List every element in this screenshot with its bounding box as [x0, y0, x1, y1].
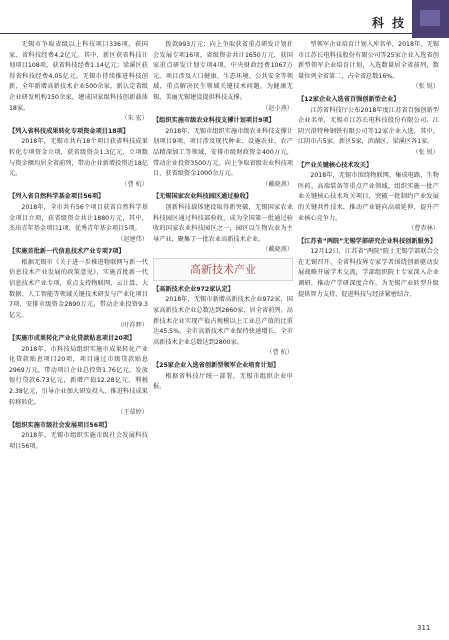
paragraph: 2018年，无锡市组织实施市级社会发展科技项目56项。 — [9, 432, 148, 450]
source-credit: （曹 杭） — [266, 349, 293, 357]
article-heading: 【实施市成果转化产业化贷款贴息项目20项】 — [9, 335, 136, 343]
paragraph: 2018年，无锡市围绕物联网、集成电路、生物医药、高端装备等重点产业领域，组织实施一批产业关键核心技术攻关项目，突破一批制约产业发展的关键共性技术，推动产业链向高端延伸，提升产业核心竞争力。 — [298, 172, 439, 222]
paragraph: 型领军企业培育计划入库名单，2018年，无锡市江苏长电科技股份有限公司等25家企业入选省创新型领军企业培育计划，入选数量居全省前列，数量位列全省第二，占全省总数16%。 — [298, 41, 439, 80]
source-credit: （朱 宏） — [121, 115, 148, 123]
page-header — [0, 0, 449, 38]
paragraph: 拨款993万元；向上争取获省重点研发计划社会发展专项16项，省级资金共计1650万元，获国家重点研发计划专项4项，中央财政经费1067万元。项目涉及人口健康、生态环境、公共安全等领域，重点解决民生领域关键技术问题，为健康无锡、美丽无锡建设提供科技支撑。 — [153, 41, 293, 101]
page-number: 311 — [417, 624, 431, 632]
source-credit: （戴晓燕） — [262, 246, 293, 254]
source-credit: （张 锐） — [412, 83, 439, 91]
section-banner: 高新技术产业 — [153, 258, 293, 281]
source-credit: （叶祥辉） — [117, 322, 148, 330]
paragraph: 2018年，市科技局组织实施市成果转化产业化贷款贴息项目20项，项目通过市级贷款贴息2969万元，带动项目企业总投资1.76亿元，发放银行贷款6.73亿元，新增产值12.28亿元、利税2.38亿元，引导企业加大研发投入，推进科技成果转移转化。 — [9, 345, 148, 406]
text-column-3 — [298, 40, 439, 300]
paragraph: 2018年，无锡市共有18个项目获省科技成果转化专项资金立项，获省级资金1.3亿元，立项数与资金额均居全省前列，带动企业新增投资近18亿元。 — [9, 138, 148, 178]
source-credit: （戴晓燕） — [262, 180, 293, 188]
source-credit: （王慕婷） — [117, 409, 148, 417]
source-credit: （张 锐） — [412, 148, 439, 156]
paragraph: 12月12日，江苏省“两院”院士无锡学部联合会在无锡召开，全省科技界专家学者围绕创新驱动发展战略开展学术交流，学部组织院士专家深入企业调研，推动产学研深度合作，为无锡产业转型升级提供智力支持，促进科技与经济紧密结合。 — [298, 248, 439, 298]
paragraph: 根据省科技厅统一部署，无锡市组织企业申报。 — [153, 372, 293, 391]
paragraph: 无锡市争取省级以上科技项目336项，获国家、省科技经费4.2亿元。其中，新区获省科技计划项目108项，获省科技经费1.14亿元；梁溪区获得省科技经费4.05亿元。无锡市持续推进科技创新，全年新增高新技术企业500余家，新认定省级企业研发机构150余家，建成国家级科技创新载体18家。 — [9, 41, 148, 112]
article-heading: 【产业关键核心技术攻关】 — [298, 161, 373, 169]
article-heading: 【组织实施市级社会发展项目56项】 — [9, 421, 111, 429]
article-heading: 【无锡国家农业科技园区通过验收】 — [153, 193, 252, 201]
text-column-1 — [9, 40, 148, 453]
header-rule — [0, 33, 412, 34]
paragraph: 根据无锡市《关于进一步推进物联网与新一代信息技术产业发展的政策意见》，实施首批新一代信息技术产业专项，重点支持物联网、云计算、大数据、人工智能等领域关键技术研发与产业化项目7项，安排市级资金2890万元，带动企业投资9.3亿元。 — [9, 258, 148, 319]
article-heading: 【12家企业入选省百强创新型企业】 — [298, 95, 400, 103]
article-heading: 【列入省科技成果转化专项资金项目18项】 — [9, 127, 129, 135]
corner-decoration-inner — [420, 10, 440, 26]
source-credit: （赵建伟） — [117, 235, 148, 243]
article-heading: 【组织实施市级农业科技支撑计划项目9项】 — [153, 117, 275, 125]
article-heading: 【江苏省“两院”无锡学部研究企业科技创新服务】 — [298, 237, 437, 245]
section-title: 科 技 — [372, 16, 407, 30]
source-credit: （赵小燕） — [262, 104, 293, 112]
paragraph: 江苏省科技厅公布2018年度江苏省百强创新型企业名单，无锡市江苏长电科技股份有限公司、江阴兴澄特种钢铁有限公司等12家企业入选，其中，江阴市占5家，新区5家，滨湖区、梁溪区各1家。 — [298, 106, 439, 146]
article-heading: 【高新技术企业972家认定】 — [153, 285, 234, 293]
article-heading: 【25家企业入选省创新型领军企业培育计划】 — [153, 362, 280, 370]
text-column-2 — [153, 40, 293, 393]
paragraph: 2018年，无锡市组织实施市级农业科技支撑计划项目9项，项目涉及现代种业、设施农业、农产品精深加工等领域，安排市级财政资金400万元，带动企业投资3500万元。向上争取省级农业科技项目，获省级资金1000余万元。 — [153, 127, 293, 178]
paragraph: 创新科技载体建设取得新突破，无锡国家农业科技园区通过科技部验收，成为全国第一批通过验收的国家农业科技园区之一，园区以生物农业为主导产业，聚集了一批农业高新技术企业。 — [153, 203, 293, 243]
paragraph: 2018年，全市共有56个项目获省自然科学基金项目立项，获省级资金共计1880万元，其中，杰出青年基金项目1项、优秀青年基金项目5项。 — [9, 203, 148, 233]
source-credit: （曹杏林） — [408, 225, 439, 233]
source-credit: （曹 杭） — [121, 180, 148, 188]
article-heading: 【实施首批新一代信息技术产业专项7项】 — [9, 248, 125, 256]
article-heading: 【列入省自然科学基金项目56项】 — [9, 193, 105, 201]
paragraph: 2018年，无锡市新增高新技术企业972家，国家高新技术企业总数达到2860家，居全省前列。高新技术企业实现产值占规模以上工业总产值的比重达45.5%，全市高新技术产业保持快速增长，全市高新技术企业总数达到2800家。 — [153, 296, 293, 346]
